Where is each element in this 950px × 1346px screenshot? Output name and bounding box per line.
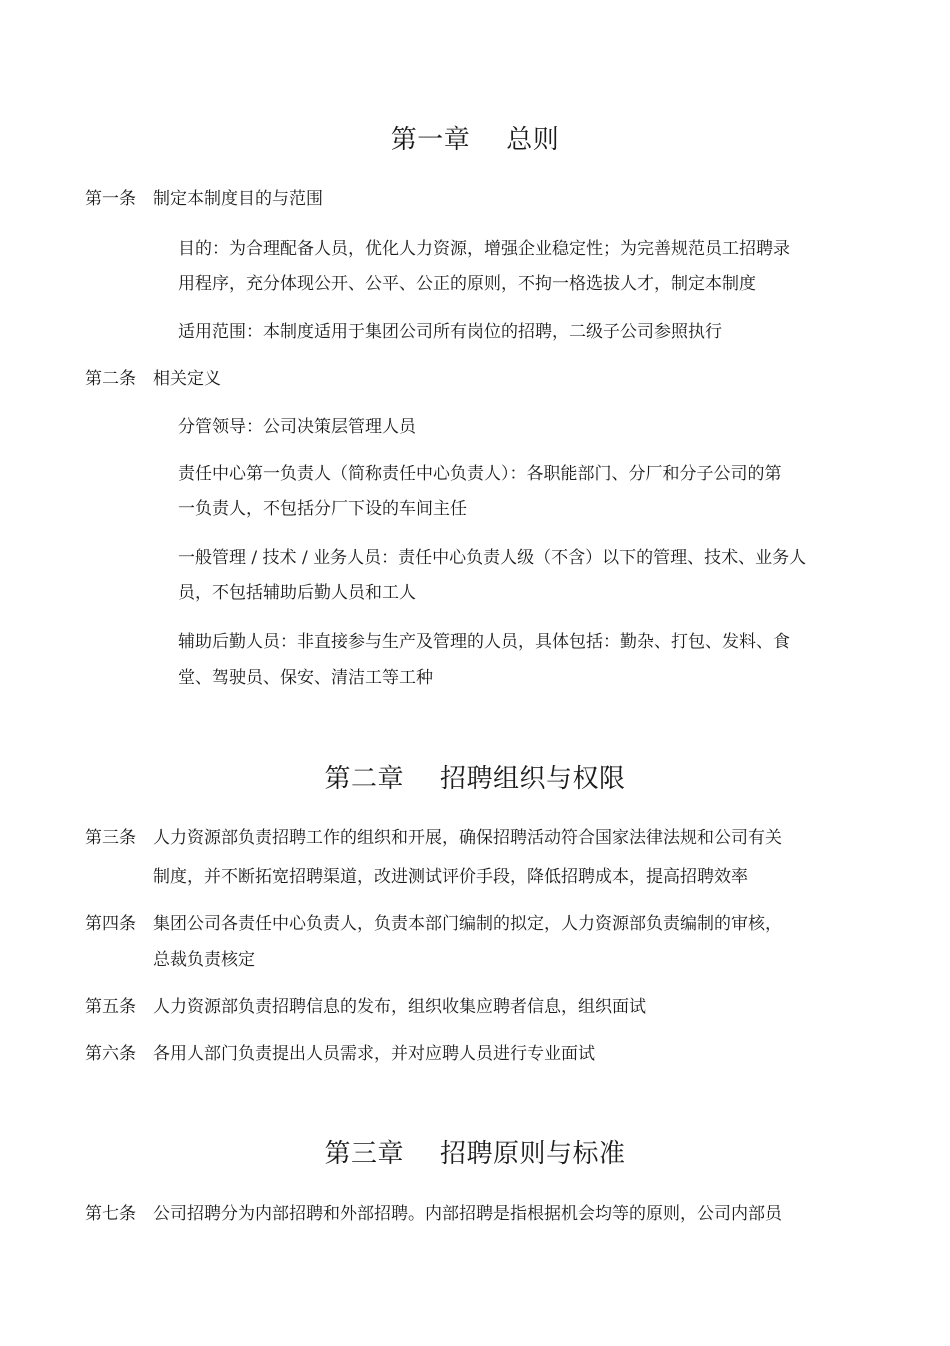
- article-number: 第四条: [85, 914, 136, 934]
- chapter-heading: [0, 124, 950, 156]
- article-number: 第三条: [85, 828, 136, 848]
- article-text: 公司招聘分为内部招聘和外部招聘。内部招聘是指根据机会均等的原则，公司内部员: [153, 1204, 782, 1224]
- chapter-number: 第一章: [390, 125, 471, 155]
- article-text: 人力资源部负责招聘工作的组织和开展，确保招聘活动符合国家法律法规和公司有关: [153, 828, 782, 848]
- article-heading: [85, 368, 221, 390]
- article-continuation: 总裁负责核定: [153, 950, 255, 970]
- paragraph-line: 适用范围：本制度适用于集团公司所有岗位的招聘，二级子公司参照执行: [178, 322, 722, 342]
- article-text: 各用人部门负责提出人员需求，并对应聘人员进行专业面试: [153, 1044, 595, 1064]
- chapter-number: 第二章: [324, 764, 404, 794]
- paragraph-line: 辅助后勤人员：非直接参与生产及管理的人员，具体包括：勤杂、打包、发料、食: [178, 632, 790, 652]
- article-number: 第一条: [85, 189, 136, 209]
- article-heading: [85, 1203, 782, 1225]
- chapter-title: 招聘组织与权限: [440, 764, 626, 794]
- article-heading: [85, 1043, 595, 1065]
- paragraph-line: 一负责人，不包括分厂下设的车间主任: [178, 499, 467, 519]
- paragraph-line: 堂、驾驶员、保安、清洁工等工种: [178, 668, 433, 688]
- paragraph-line: 分管领导：公司决策层管理人员: [178, 417, 416, 437]
- paragraph-line: 用程序，充分体现公开、公平、公正的原则，不拘一格选拔人才，制定本制度: [178, 274, 756, 294]
- article-number: 第七条: [85, 1204, 136, 1224]
- article-title: 制定本制度目的与范围: [153, 189, 323, 209]
- article-heading: [85, 913, 782, 935]
- paragraph-line: 员，不包括辅助后勤人员和工人: [178, 583, 416, 603]
- article-heading: [85, 188, 323, 210]
- chapter-heading: [0, 763, 950, 795]
- chapter-number: 第三章: [324, 1139, 404, 1169]
- article-heading: [85, 827, 782, 849]
- article-number: 第二条: [85, 369, 136, 389]
- chapter-title: 招聘原则与标准: [440, 1139, 626, 1169]
- article-number: 第六条: [85, 1044, 136, 1064]
- article-continuation: 制度，并不断拓宽招聘渠道，改进测试评价手段，降低招聘成本，提高招聘效率: [153, 867, 748, 887]
- article-heading: [85, 996, 646, 1018]
- paragraph-line: 责任中心第一负责人（简称责任中心负责人）：各职能部门、分厂和分子公司的第: [178, 464, 782, 484]
- article-title: 相关定义: [153, 369, 221, 389]
- paragraph-line: 一般管理 / 技术 / 业务人员：责任中心负责人级（不含）以下的管理、技术、业务人: [178, 548, 807, 568]
- chapter-title: 总则: [506, 125, 560, 155]
- article-number: 第五条: [85, 997, 136, 1017]
- article-text: 集团公司各责任中心负责人，负责本部门编制的拟定，人力资源部负责编制的审核，: [153, 914, 782, 934]
- article-text: 人力资源部负责招聘信息的发布，组织收集应聘者信息，组织面试: [153, 997, 646, 1017]
- chapter-heading: [0, 1138, 950, 1170]
- paragraph-line: 目的：为合理配备人员，优化人力资源，增强企业稳定性；为完善规范员工招聘录: [178, 239, 790, 259]
